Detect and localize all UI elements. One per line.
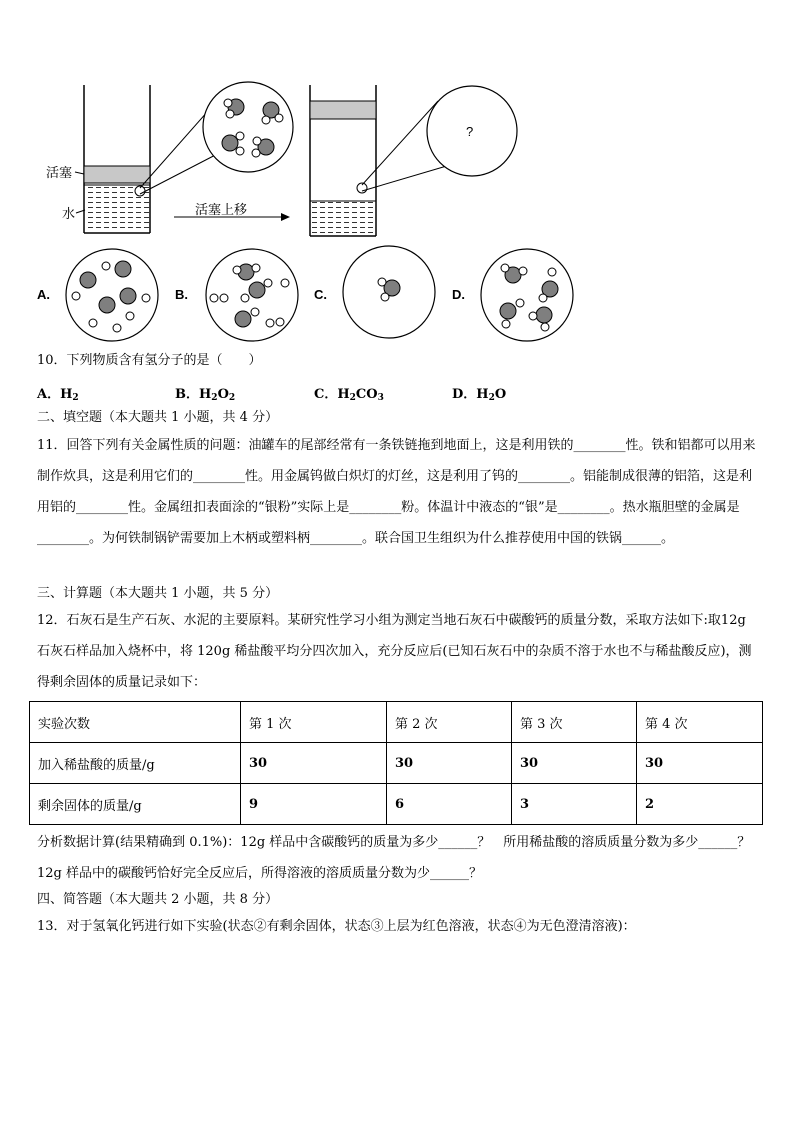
piston-raised [310, 101, 376, 119]
unknown-mark: ? [466, 124, 474, 139]
q10-choice-b: B．$H_2O_2$ [175, 387, 236, 403]
q10-choice-c: C．$H_2CO_3$ [314, 387, 384, 403]
section3-heading: 三、计算题（本大题共 1 小题，共 5 分） [37, 586, 279, 601]
table-row [30, 743, 763, 784]
table-cell: 第 3 次 [512, 702, 637, 743]
left-cylinder [84, 85, 150, 233]
table-cell: 6 [387, 784, 512, 825]
piston-label: 活塞 [46, 165, 73, 180]
table-cell: 实验次数 [30, 702, 241, 743]
table-cell: 第 4 次 [637, 702, 763, 743]
option-a-circle [66, 249, 158, 341]
water-label: 水 [62, 206, 76, 221]
table-cell: 9 [241, 784, 387, 825]
q12-text: 12．石灰石是生产石灰、水泥的主要原料。某研究性学习小组为测定当地石灰石中碳酸钙的质量分数，采取方法如下:取12g 石灰石样品加入烧杯中，将 120g 稀盐酸平均分四次加入，充分反应后(已知石灰石中的杂质不溶于水也不与稀盐酸反应)，测得剩余固体的质量记录如下： [37, 613, 752, 690]
option-c-label: C. [314, 287, 327, 302]
option-c-circle [343, 246, 435, 338]
option-b-circle [206, 249, 298, 341]
q12-analysis: 分析数据计算(结果精确到 0.1%)：12g 样品中含碳酸钙的质量为多少______？ 所用稀盐酸的溶质质量分数为多少______？12g 样品中的碳酸钙恰好完全反应后，所得溶液的溶质质量分数为少______？ [37, 835, 751, 881]
table-header-row [30, 702, 763, 743]
q10-stem: 10．下列物质含有氢分子的是（ ） [37, 353, 262, 368]
option-d-circle [481, 249, 573, 341]
right-cylinder [310, 85, 376, 236]
table-cell: 30 [241, 743, 387, 784]
table-cell: 30 [512, 743, 637, 784]
q10-choice-d: D．$H_2O$ [452, 387, 507, 403]
table-cell: 2 [637, 784, 763, 825]
arrow-label: 活塞上移 [195, 202, 248, 217]
q11-text: 11．回答下列有关金属性质的问题：油罐车的尾部经常有一条铁链拖到地面上，这是利用铁的________性。铁和铝都可以用来制作炊具，这是利用它们的________性。用金属钨做白炽灯的灯丝，这是利用了钨的________。铝能制成很薄的铝箔，这是利用铝的________性。金属纽扣表面涂的“银粉”实际上是________粉。体温计中液态的“银”是________。热水瓶胆壁的金属是________。为何铁制锅铲需要加上木柄或塑料柄________。联合国卫生组织为什么推荐使用中国的铁锅______。 [37, 438, 756, 546]
table-cell: 30 [387, 743, 512, 784]
q13-text: 13．对于氢氧化钙进行如下实验(状态②有剩余固体，状态③上层为红色溶液，状态④为无色澄清溶液)： [37, 919, 636, 934]
table-cell: 30 [637, 743, 763, 784]
q10-choice-a: A．$H_2$ [37, 387, 79, 403]
results-table [29, 701, 763, 825]
piston [84, 166, 150, 183]
option-a-label: A. [37, 287, 50, 302]
table-cell: 加入稀盐酸的质量/g [30, 743, 241, 784]
table-cell: 第 1 次 [241, 702, 387, 743]
table-cell: 3 [512, 784, 637, 825]
option-d-label: D. [452, 287, 465, 302]
table-cell: 剩余固体的质量/g [30, 784, 241, 825]
table-cell: 第 2 次 [387, 702, 512, 743]
section2-heading: 二、填空题（本大题共 1 小题，共 4 分） [37, 410, 279, 425]
option-b-label: B. [175, 287, 188, 302]
table-row [30, 784, 763, 825]
experiment-figure [0, 0, 794, 345]
section4-heading: 四、简答题（本大题共 2 小题，共 8 分） [37, 892, 279, 907]
zoom-circle-left [203, 82, 293, 172]
